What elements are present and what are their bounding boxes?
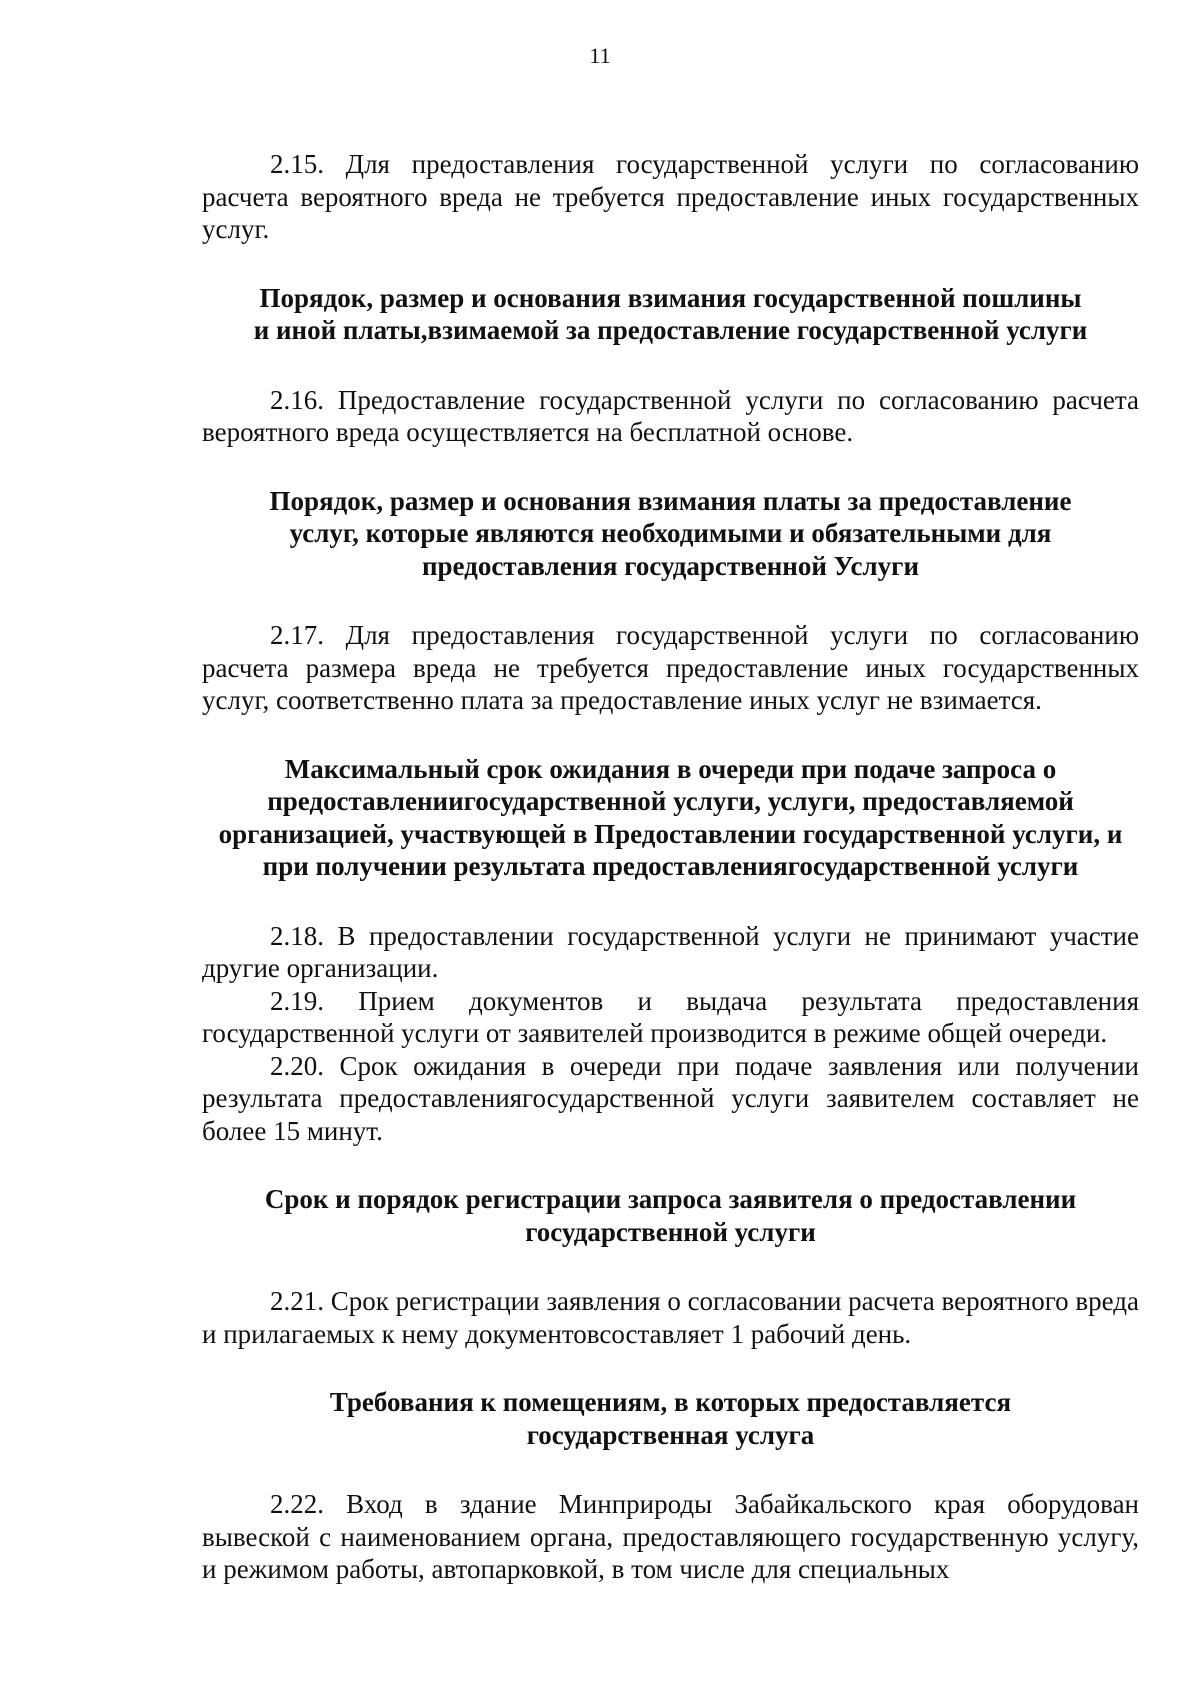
section-heading-request-registration xyxy=(202,1183,1139,1248)
heading-line: Требования к помещениям, в которых предоставляется xyxy=(329,1387,1012,1417)
heading-line: организацией, участвующей в Предоставлении государственной услуги, и xyxy=(218,818,1123,849)
paragraph-2-16: 2.16. Предоставление государственной услуги по согласованию расчета вероятного вреда осуществляется на бесплатной основе. xyxy=(202,384,1139,447)
heading-line: Срок и порядок регистрации запроса заявителя о предоставлении xyxy=(264,1184,1077,1214)
heading-line: предоставлениигосударственной услуги, услуги, предоставляемой xyxy=(267,786,1074,816)
section-heading-queue-waiting-time xyxy=(202,753,1139,883)
heading-line: Порядок, размер и основания взимания платы за предоставление xyxy=(269,485,1072,516)
paragraph-2-22: 2.22. Вход в здание Минприроды Забайкальского края оборудован вывеской с наименованием органа, предоставляющего государственную услугу, и режимом работы, автопарковкой, в том числе для специальных xyxy=(202,1489,1139,1584)
paragraph-2-17: 2.17. Для предоставления государственной услуги по согласованию расчета размера вреда не требуется предоставление иных государственных услуг, соответственно плата за предоставление иных услуг не взимается. xyxy=(202,620,1139,715)
document-body xyxy=(202,148,1139,1586)
paragraph-2-21: 2.21. Срок регистрации заявления о согласовании расчета вероятного вреда и прилагаемых к нему документовсоставляет 1 рабочий день. xyxy=(202,1286,1139,1349)
paragraph-2-15: 2.15. Для предоставления государственной услуги по согласованию расчета вероятного вреда не требуется предоставление иных государственных услуг. xyxy=(202,149,1139,244)
heading-line: при получении результата предоставлениягосударственной услуги xyxy=(262,851,1079,881)
heading-line: Порядок, размер и основания взимания государственной пошлины xyxy=(259,282,1082,313)
heading-line: Максимальный срок ожидания в очереди при подаче запроса о xyxy=(284,753,1057,784)
heading-line: предоставления государственной Услуги xyxy=(421,550,920,581)
paragraph-2-19: 2.19. Прием документов и выдача результата предоставления государственной услуги от заявителей производится в режиме общей очереди. xyxy=(202,985,1139,1048)
section-heading-state-fee xyxy=(202,282,1139,347)
heading-line: услуг, которые являются необходимыми и обязательными для xyxy=(289,518,1052,548)
paragraph-2-20: 2.20. Срок ожидания в очереди при подаче заявления или получении результата предоставлениягосударственной услуги заявителем составляет не более 15 минут. xyxy=(202,1050,1139,1146)
section-heading-required-services-fee xyxy=(202,485,1139,583)
section-heading-premises-requirements xyxy=(202,1386,1139,1451)
page-number: 11 xyxy=(589,43,611,68)
heading-line: государственной услуги xyxy=(525,1216,816,1247)
paragraph-2-18: 2.18. В предоставлении государственной услуги не принимают участие другие организации. xyxy=(202,920,1139,983)
heading-line: и иной платы,взимаемой за предоставление государственной услуги xyxy=(253,315,1088,345)
heading-line: государственная услуга xyxy=(526,1419,815,1450)
